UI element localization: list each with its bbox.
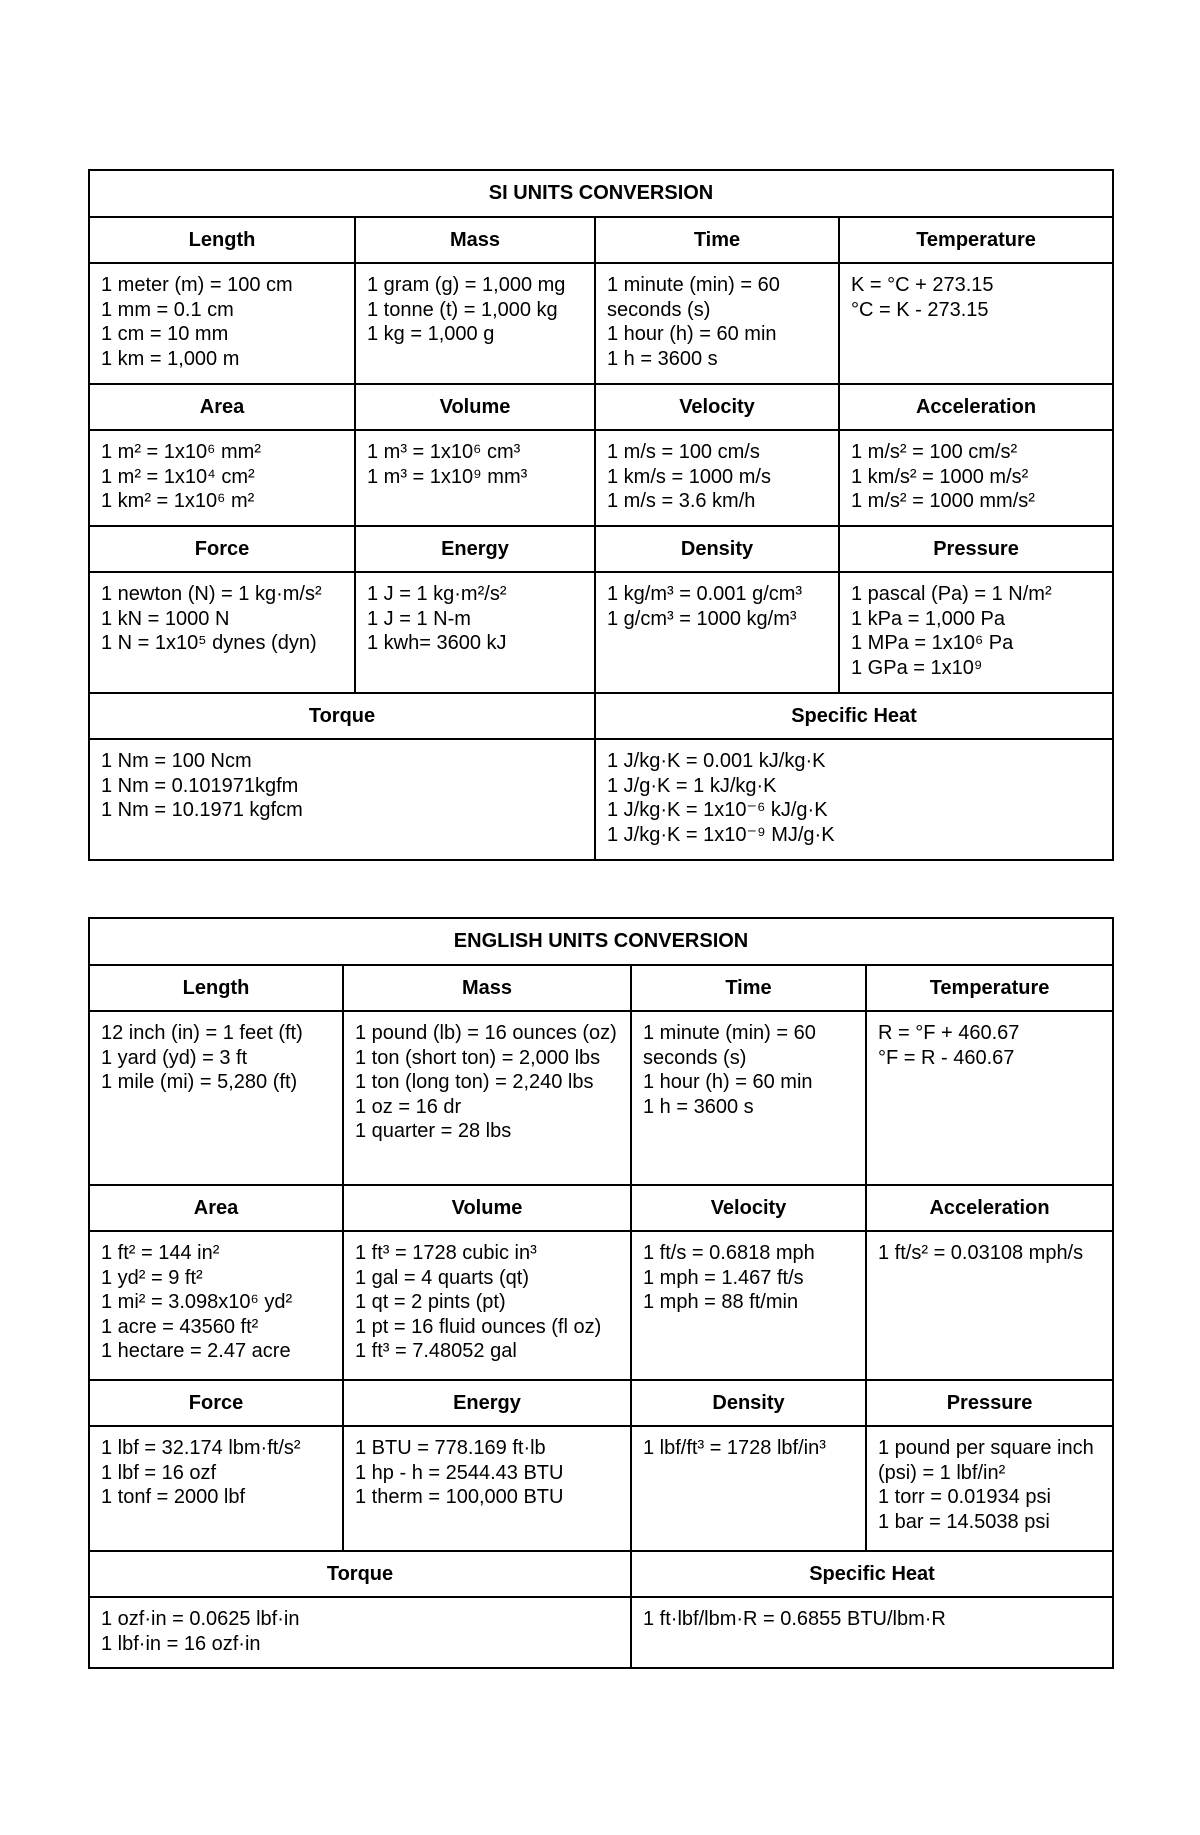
si-header-pressure: Pressure xyxy=(839,526,1113,572)
conversion-line: °C = K - 273.15 xyxy=(851,298,989,321)
si-header-density: Density xyxy=(595,526,839,572)
conversion-line: 1 m³ = 1x10⁹ mm³ xyxy=(367,465,528,488)
english-header-velocity: Velocity xyxy=(631,1185,866,1231)
si-cell-torque xyxy=(89,739,595,860)
conversion-line: 1 oz = 16 dr xyxy=(355,1095,462,1118)
conversion-line: 1 BTU = 778.169 ft·lb xyxy=(355,1437,546,1459)
conversion-line: 1 minute (min) = 60 seconds (s) xyxy=(607,274,780,321)
english-cell-time xyxy=(631,1011,866,1185)
english-header-torque: Torque xyxy=(89,1551,631,1597)
si-header-length: Length xyxy=(89,217,355,263)
english-cell-area xyxy=(89,1231,343,1380)
conversion-line: 1 m³ = 1x10⁶ cm³ xyxy=(367,441,521,463)
conversion-line: 1 lbf = 32.174 lbm·ft/s² xyxy=(101,1437,301,1459)
conversion-line: 1 Nm = 0.101971kgfm xyxy=(101,774,299,797)
conversion-line: 1 J/kg·K = 0.001 kJ/kg·K xyxy=(607,750,826,772)
conversion-line: 1 ft³ = 1728 cubic in³ xyxy=(355,1242,537,1264)
conversion-line: 1 mph = 88 ft/min xyxy=(643,1291,799,1314)
conversion-line: 1 hour (h) = 60 min xyxy=(607,323,777,346)
conversion-line: 1 km = 1,000 m xyxy=(101,347,240,370)
si-header-acceleration: Acceleration xyxy=(839,384,1113,430)
conversion-line: 1 yd² = 9 ft² xyxy=(101,1266,203,1289)
conversion-line: 1 kg = 1,000 g xyxy=(367,323,495,346)
si-header-velocity: Velocity xyxy=(595,384,839,430)
conversion-line: 1 ozf·in = 0.0625 lbf·in xyxy=(101,1608,300,1630)
si-header-volume: Volume xyxy=(355,384,595,430)
conversion-line: 1 Nm = 10.1971 kgfcm xyxy=(101,799,303,822)
english-header-force: Force xyxy=(89,1380,343,1426)
si-cell-mass xyxy=(355,263,595,384)
english-cell-specific-heat xyxy=(631,1597,1113,1668)
conversion-line: 1 quarter = 28 lbs xyxy=(355,1120,512,1143)
si-cell-specific-heat xyxy=(595,739,1113,860)
conversion-line: 1 pound (lb) = 16 ounces (oz) xyxy=(355,1022,617,1044)
si-cell-acceleration xyxy=(839,430,1113,526)
conversion-line: 1 minute (min) = 60 seconds (s) xyxy=(643,1022,816,1069)
si-cell-density xyxy=(595,572,839,693)
conversion-line: 1 km/s = 1000 m/s xyxy=(607,465,771,488)
english-header-energy: Energy xyxy=(343,1380,631,1426)
conversion-line: 1 ton (long ton) = 2,240 lbs xyxy=(355,1071,594,1094)
si-cell-pressure xyxy=(839,572,1113,693)
si-cell-energy xyxy=(355,572,595,693)
conversion-line: 1 m/s = 100 cm/s xyxy=(607,441,760,463)
conversion-line: 1 J = 1 N-m xyxy=(367,607,471,630)
conversion-line: 1 J/g·K = 1 kJ/kg·K xyxy=(607,774,777,797)
english-units-table xyxy=(88,917,1114,1669)
si-cell-time xyxy=(595,263,839,384)
conversion-line: 1 newton (N) = 1 kg·m/s² xyxy=(101,583,322,605)
si-cell-force xyxy=(89,572,355,693)
english-cell-pressure xyxy=(866,1426,1113,1551)
conversion-line: 1 GPa = 1x10⁹ xyxy=(851,656,983,679)
english-cell-density xyxy=(631,1426,866,1551)
si-cell-area xyxy=(89,430,355,526)
conversion-line: 1 kg/m³ = 0.001 g/cm³ xyxy=(607,583,803,605)
conversion-line: 1 m/s = 3.6 km/h xyxy=(607,490,756,513)
conversion-line: 1 km/s² = 1000 m/s² xyxy=(851,465,1029,488)
conversion-line: 1 km² = 1x10⁶ m² xyxy=(101,490,255,513)
conversion-line: 12 inch (in) = 1 feet (ft) xyxy=(101,1022,303,1044)
conversion-line: 1 mi² = 3.098x10⁶ yd² xyxy=(101,1291,293,1314)
english-cell-torque xyxy=(89,1597,631,1668)
english-table-title: ENGLISH UNITS CONVERSION xyxy=(89,918,1113,965)
conversion-line: 1 mile (mi) = 5,280 (ft) xyxy=(101,1071,298,1094)
conversion-line: 1 gal = 4 quarts (qt) xyxy=(355,1266,529,1289)
conversion-line: 1 ft³ = 7.48052 gal xyxy=(355,1340,517,1363)
conversion-line: 1 Nm = 100 Ncm xyxy=(101,750,252,772)
conversion-line: 1 qt = 2 pints (pt) xyxy=(355,1291,506,1314)
conversion-line: 1 bar = 14.5038 psi xyxy=(878,1510,1050,1533)
conversion-line: 1 mph = 1.467 ft/s xyxy=(643,1266,804,1289)
conversion-line: 1 lbf·in = 16 ozf·in xyxy=(101,1632,261,1655)
english-cell-mass xyxy=(343,1011,631,1185)
english-cell-temperature xyxy=(866,1011,1113,1185)
conversion-line: 1 m² = 1x10⁶ mm² xyxy=(101,441,261,463)
conversion-line: 1 h = 3600 s xyxy=(607,347,718,370)
conversion-line: 1 J/kg·K = 1x10⁻⁹ MJ/g·K xyxy=(607,823,835,846)
si-header-temperature: Temperature xyxy=(839,217,1113,263)
conversion-line: 1 pound per square inch (psi) = 1 lbf/in² xyxy=(878,1437,1094,1484)
conversion-line: 1 J/kg·K = 1x10⁻⁶ kJ/g·K xyxy=(607,799,828,822)
english-cell-length xyxy=(89,1011,343,1185)
conversion-line: 1 m/s² = 100 cm/s² xyxy=(851,441,1018,463)
conversion-line: 1 hour (h) = 60 min xyxy=(643,1071,813,1094)
english-header-volume: Volume xyxy=(343,1185,631,1231)
english-header-density: Density xyxy=(631,1380,866,1426)
english-header-temperature: Temperature xyxy=(866,965,1113,1011)
conversion-line: R = °F + 460.67 xyxy=(878,1022,1020,1044)
conversion-line: K = °C + 273.15 xyxy=(851,274,994,296)
conversion-line: 1 ft/s² = 0.03108 mph/s xyxy=(878,1242,1084,1264)
conversion-line: 1 N = 1x10⁵ dynes (dyn) xyxy=(101,632,317,655)
english-header-time: Time xyxy=(631,965,866,1011)
conversion-line: 1 ton (short ton) = 2,000 lbs xyxy=(355,1046,601,1069)
si-cell-temperature xyxy=(839,263,1113,384)
conversion-line: 1 hp - h = 2544.43 BTU xyxy=(355,1461,564,1484)
conversion-line: 1 tonne (t) = 1,000 kg xyxy=(367,298,558,321)
conversion-line: 1 tonf = 2000 lbf xyxy=(101,1486,246,1509)
conversion-line: 1 pascal (Pa) = 1 N/m² xyxy=(851,583,1052,605)
conversion-line: 1 therm = 100,000 BTU xyxy=(355,1486,564,1509)
english-header-acceleration: Acceleration xyxy=(866,1185,1113,1231)
conversion-line: 1 m/s² = 1000 mm/s² xyxy=(851,490,1035,513)
si-header-energy: Energy xyxy=(355,526,595,572)
conversion-line: 1 mm = 0.1 cm xyxy=(101,298,234,321)
conversion-line: 1 lbf/ft³ = 1728 lbf/in³ xyxy=(643,1437,826,1459)
english-cell-energy xyxy=(343,1426,631,1551)
conversion-line: 1 h = 3600 s xyxy=(643,1095,754,1118)
si-header-specific-heat: Specific Heat xyxy=(595,693,1113,739)
conversion-line: 1 ft·lbf/lbm·R = 0.6855 BTU/lbm·R xyxy=(643,1608,946,1630)
english-header-specific-heat: Specific Heat xyxy=(631,1551,1113,1597)
conversion-line: 1 meter (m) = 100 cm xyxy=(101,274,293,296)
english-cell-acceleration xyxy=(866,1231,1113,1380)
si-cell-length xyxy=(89,263,355,384)
english-header-mass: Mass xyxy=(343,965,631,1011)
conversion-line: 1 hectare = 2.47 acre xyxy=(101,1340,291,1363)
si-header-area: Area xyxy=(89,384,355,430)
conversion-line: 1 kPa = 1,000 Pa xyxy=(851,607,1006,630)
english-header-pressure: Pressure xyxy=(866,1380,1113,1426)
si-units-table xyxy=(88,169,1114,861)
conversion-line: 1 torr = 0.01934 psi xyxy=(878,1486,1051,1509)
conversion-line: 1 yard (yd) = 3 ft xyxy=(101,1046,248,1069)
english-header-area: Area xyxy=(89,1185,343,1231)
conversion-line: 1 J = 1 kg·m²/s² xyxy=(367,583,507,605)
si-table-title: SI UNITS CONVERSION xyxy=(89,170,1113,217)
conversion-line: 1 acre = 43560 ft² xyxy=(101,1315,259,1338)
conversion-line: °F = R - 460.67 xyxy=(878,1046,1015,1069)
conversion-line: 1 ft² = 144 in² xyxy=(101,1242,220,1264)
conversion-line: 1 g/cm³ = 1000 kg/m³ xyxy=(607,607,797,630)
conversion-line: 1 pt = 16 fluid ounces (fl oz) xyxy=(355,1315,602,1338)
conversion-line: 1 ft/s = 0.6818 mph xyxy=(643,1242,815,1264)
conversion-line: 1 m² = 1x10⁴ cm² xyxy=(101,465,255,488)
english-cell-velocity xyxy=(631,1231,866,1380)
conversion-line: 1 MPa = 1x10⁶ Pa xyxy=(851,632,1014,655)
si-cell-volume xyxy=(355,430,595,526)
conversion-line: 1 kN = 1000 N xyxy=(101,607,230,630)
conversion-line: 1 lbf = 16 ozf xyxy=(101,1461,217,1484)
si-header-mass: Mass xyxy=(355,217,595,263)
si-header-force: Force xyxy=(89,526,355,572)
conversion-line: 1 kwh= 3600 kJ xyxy=(367,632,507,655)
si-cell-velocity xyxy=(595,430,839,526)
english-header-length: Length xyxy=(89,965,343,1011)
english-cell-volume xyxy=(343,1231,631,1380)
si-header-torque: Torque xyxy=(89,693,595,739)
conversion-line: 1 gram (g) = 1,000 mg xyxy=(367,274,566,296)
conversion-line: 1 cm = 10 mm xyxy=(101,323,229,346)
english-cell-force xyxy=(89,1426,343,1551)
si-header-time: Time xyxy=(595,217,839,263)
